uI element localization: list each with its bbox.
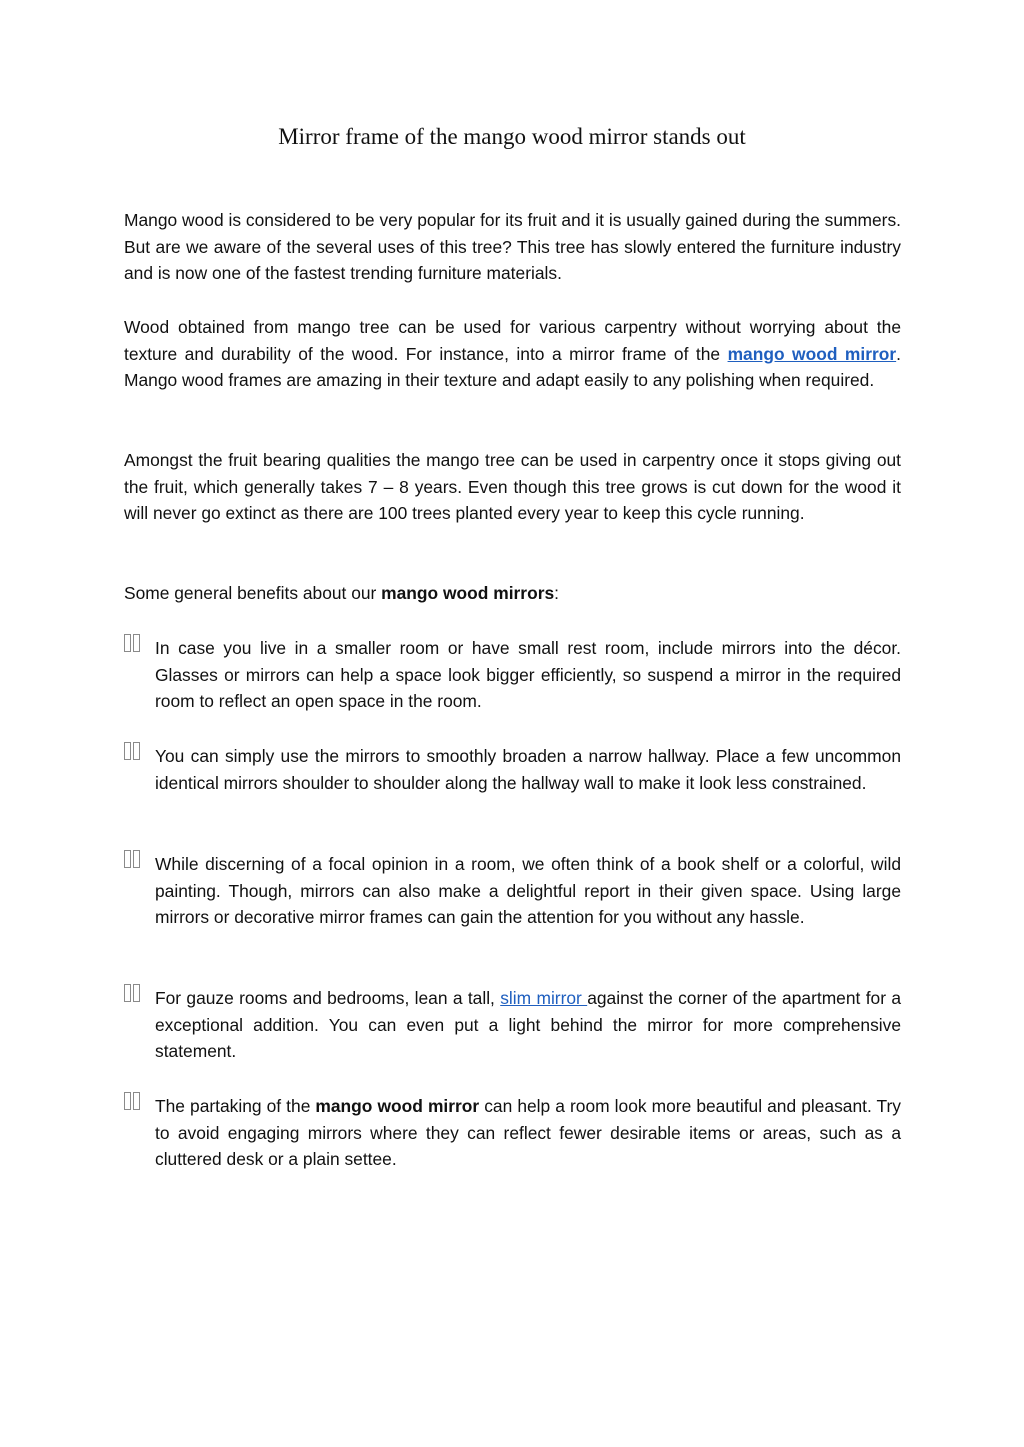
paragraph-wood-uses [124,314,901,394]
missing-glyph-box-icon [124,984,142,1004]
bullet-item-text: You can simply use the mirrors to smoothly broaden a narrow hallway. Place a few uncommon identical mirrors shoulder to shoulder along the hallway wall to make it look less constrained. [155,746,901,793]
bullet-item-text: While discerning of a focal opinion in a room, we often think of a book shelf or a colorful, wild painting. Though, mirrors can also make a delightful report in their given space. Using large mirrors or decorative mirror frames can gain the attention for you without any hassle. [155,854,901,928]
bullet-item-text-bold: mango wood mirror [315,1096,480,1116]
paragraph-wood-uses-text-before: Wood obtained from mango tree can be used for various carpentry without worrying about the texture and durability of the wood. For instance, into a mirror frame of the [124,317,901,364]
bullet-item-text [155,1093,901,1173]
paragraph-benefits-intro-after: : [554,583,559,603]
paragraph-intro-text: Mango wood is considered to be very popular for its fruit and it is usually gained during the summers. But are we aware of the several uses of this tree? This tree has slowly entered the furniture industry and is now one of the fastest trending furniture materials. [124,210,901,284]
paragraph-intro [124,207,901,287]
bullet-item-text: In case you live in a smaller room or have small rest room, include mirrors into the décor. Glasses or mirrors can help a space look bigger efficiently, so suspend a mirror in the required room to reflect an open space in the room. [155,638,901,712]
paragraph-fruit-bearing [124,447,901,527]
paragraph-benefits-intro [124,580,901,607]
document-title: Mirror frame of the mango wood mirror stands out [278,124,746,149]
missing-glyph-box-icon [124,634,142,654]
bullet-item-text-before: For gauze rooms and bedrooms, lean a tall, [155,988,501,1008]
mango-wood-mirror-link[interactable]: mango wood mirror [727,343,897,364]
paragraph-benefits-intro-bold: mango wood mirrors [381,583,555,603]
bullet-item-text-before: The partaking of the [155,1096,316,1116]
slim-mirror-link[interactable]: slim mirror [500,988,588,1008]
missing-glyph-box-icon [124,850,142,870]
paragraph-wood-uses-text-after: . Mango wood frames are amazing in their texture and adapt easily to any polishing when required. [124,343,901,391]
paragraph-fruit-bearing-text: Amongst the fruit bearing qualities the mango tree can be used in carpentry once it stops giving out the fruit, which generally takes 7 – 8 years. Even though this tree grows is cut down for the wood it will never go extinct as there are 100 trees planted every year to keep this cycle running. [124,450,901,524]
missing-glyph-box-icon [124,1092,142,1112]
missing-glyph-box-icon [124,742,142,762]
bullet-item-text [155,985,901,1065]
bullet-item-text-after: can help a room look more beautiful and pleasant. Try to avoid engaging mirrors where they can reflect fewer desirable items or areas, such as a cluttered desk or a plain settee. [155,1096,901,1170]
bullet-item-text-after: against the corner of the apartment for a exceptional addition. You can even put a light behind the mirror for more comprehensive statement. [155,988,901,1062]
paragraph-benefits-intro-before: Some general benefits about our [124,583,382,603]
